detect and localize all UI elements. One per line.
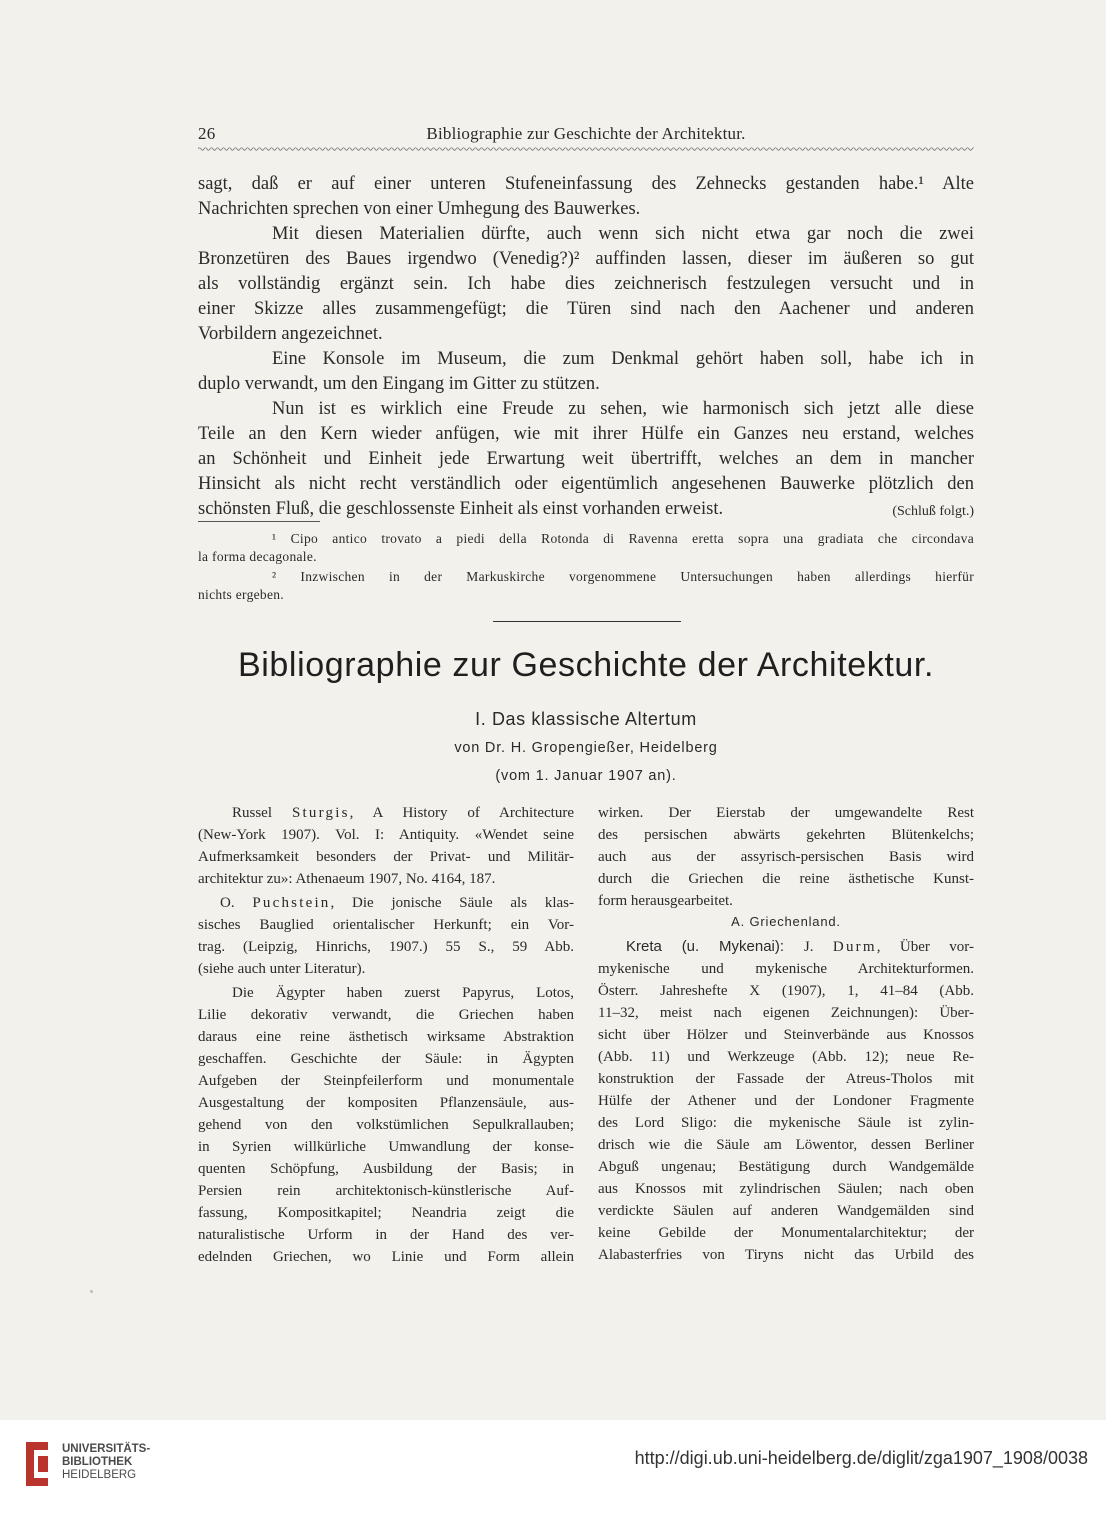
left-column-line-12: geschaffen. Geschichte der Säule: in Ägypten — [198, 1051, 574, 1067]
region-label: Kreta (u. Mykenai): — [626, 938, 804, 955]
left-column-line-15: gehend von den volkstümlichen Sepulkrallauben; — [198, 1117, 574, 1133]
author-name: Durm — [832, 939, 877, 955]
body-line-10: Nun ist es wirklich eine Freude zu sehen, wie harmonisch sich jetzt alle diese — [272, 399, 974, 419]
text-run: , Die jonische Säule als klas- — [330, 895, 574, 911]
body-line-11: Teile an den Kern wieder anfügen, wie mit ihrer Hülfe ein Ganzes neu erstand, welches — [198, 424, 974, 444]
body-line-3: Mit diesen Materialien dürfte, auch wenn sich nicht etwa gar noch die zwei — [272, 224, 974, 244]
left-column-line-9: Die Ägypter haben zuerst Papyrus, Lotos, — [232, 985, 574, 1001]
bibliography-date-range: (vom 1. Januar 1907 an). — [495, 768, 677, 784]
left-column-line-5 — [198, 892, 574, 914]
left-column-line-14: Ausgestaltung der kompositen Pflanzensäule, aus- — [198, 1095, 574, 1111]
left-column-line-3: Aufmerksamkeit besonders der Privat- und Militär- — [198, 849, 574, 865]
left-column-line-4: architektur zu»: Athenaeum 1907, No. 4164, 187. — [198, 871, 496, 887]
right-column-line-10: sicht über Hölzer und Steinverbände aus Knossos — [598, 1027, 974, 1043]
right-column-line-16: Abguß ungenau; Bestätigung durch Wandgemälde — [598, 1159, 974, 1175]
text-run: J. — [803, 939, 833, 955]
right-column-line-5: form herausgearbeitet. — [598, 893, 733, 909]
body-line-4: Bronzetüren des Baues irgendwo (Venedig?)² auffinden lassen, dieser im äußeren so gut — [198, 249, 974, 269]
right-column-line-19: keine Gebilde der Monumentalarchitektur; der — [598, 1225, 974, 1241]
source-url-link[interactable]: http://digi.ub.uni-heidelberg.de/diglit/zga1907_1908/0038 — [634, 1448, 1088, 1468]
text-run: O. — [220, 895, 253, 911]
right-column-line-2: des persischen abwärts gekehrten Blütenkelchs; — [598, 827, 974, 843]
bibliography-subtitle: I. Das klassische Altertum — [475, 709, 697, 729]
bibliography-title: Bibliographie zur Geschichte der Architektur. — [237, 646, 934, 684]
continuation-note: (Schluß folgt.) — [892, 504, 974, 519]
left-column-line-20: naturalistische Urform in der Hand des ver- — [198, 1227, 574, 1243]
left-column-line-1 — [198, 802, 574, 824]
library-name-line-1: UNIVERSITÄTS- — [62, 1443, 151, 1455]
paper-speck — [90, 1290, 93, 1293]
library-name — [62, 1443, 150, 1482]
right-column-line-13: Hülfe der Athener und der Londoner Fragmente — [598, 1093, 974, 1109]
right-column-line-7: mykenische und mykenische Architekturformen. — [598, 961, 974, 977]
left-column-line-13: Aufgeben der Steinpfeilerform und monumentale — [198, 1073, 574, 1089]
right-column-line-8: Österr. Jahreshefte X (1907), 1, 41–84 (Abb. — [598, 983, 974, 999]
right-column-line-12: konstruktion der Fassade der Atreus-Tholos mit — [598, 1071, 974, 1087]
body-line-1: sagt, daß er auf einer unteren Stufeneinfassung des Zehnecks gestanden habe.¹ Alte — [198, 174, 974, 194]
left-column-line-6: sisches Bauglied orientalischer Herkunft; ein Vor- — [198, 917, 574, 933]
left-column-line-17: quenten Schöpfung, Ausbildung der Basis; in — [198, 1161, 574, 1177]
left-column-line-11: daraus eine reine ästhetisch wirksame Abstraktion — [198, 1029, 574, 1045]
right-column-line-3: auch aus der assyrisch-persischen Basis wird — [598, 849, 974, 865]
footnote-2-line-2: nichts ergeben. — [198, 587, 284, 602]
bibliography-author: von Dr. H. Gropengießer, Heidelberg — [454, 740, 718, 756]
library-name-line-2: BIBLIOTHEK — [62, 1456, 133, 1468]
left-column-line-10: Lilie dekorativ verwandt, die Griechen haben — [198, 1007, 574, 1023]
body-line-8: Eine Konsole im Museum, die zum Denkmal gehört haben soll, habe ich in — [272, 349, 974, 369]
left-column-line-8: (siehe auch unter Literatur). — [198, 961, 366, 977]
body-line-9: duplo verwandt, um den Eingang im Gitter zu stützen. — [198, 374, 600, 394]
page-number: 26 — [198, 124, 216, 143]
right-column-line-18: verdickte Säulen auf anderen Wandgemälden sind — [598, 1203, 974, 1219]
wavy-header-rule — [198, 146, 974, 152]
right-column-line-6 — [598, 936, 974, 958]
body-line-14-text: schönsten Fluß, die geschlossenste Einheit als einst vorhanden erweist. — [198, 499, 724, 519]
right-column-line-17: aus Knossos mit zylindrischen Säulen; nach oben — [598, 1181, 974, 1197]
footnote-rule — [198, 521, 320, 522]
text-run: Russel — [232, 805, 292, 821]
footnote-2-line-1: ² Inzwischen in der Markuskirche vorgenommene Untersuchungen haben allerdings hierfür — [272, 569, 974, 584]
running-head — [198, 124, 974, 148]
left-column-line-7: trag. (Leipzig, Hinrichs, 1907.) 55 S., 59 Abb. — [198, 939, 574, 955]
author-name: Sturgis — [291, 805, 350, 821]
left-column-line-2: (New-York 1907). Vol. I: Antiquity. «Wendet seine — [198, 827, 574, 843]
body-line-7: Vorbildern angezeichnet. — [198, 324, 383, 344]
right-column-line-14: des Lord Sligo: die mykenische Säule ist zylin- — [598, 1115, 974, 1131]
right-column-line-20: Alabasterfries von Tiryns nicht das Urbild des — [598, 1247, 974, 1263]
left-column-line-16: in Syrien willkürliche Umwandlung der konse- — [198, 1139, 574, 1155]
running-head-title: Bibliographie zur Geschichte der Architektur. — [426, 124, 746, 143]
body-line-12: an Schönheit und Einheit jede Erwartung weit übertrifft, welches an dem in mancher — [198, 449, 974, 469]
right-column-line-15: drisch wie die Säule am Löwentor, dessen Berliner — [598, 1137, 974, 1153]
body-line-14 — [198, 497, 974, 522]
right-column-line-11: (Abb. 11) und Werkzeuge (Abb. 12); neue Re- — [598, 1049, 974, 1065]
left-column-line-18: Persien rein architektonisch-künstlerische Auf- — [198, 1183, 574, 1199]
body-line-2: Nachrichten sprechen von einer Umhegung des Bauwerkes. — [198, 199, 641, 219]
body-line-6: einer Skizze alles zusammengefügt; die Türen sind nach den Aachener und anderen — [198, 299, 974, 319]
body-line-13: Hinsicht als nicht recht verständlich oder eigentümlich angesehenen Bauwerke plötzlich den — [198, 474, 974, 494]
author-name: Puchstein — [252, 895, 331, 911]
right-column-line-9: 11–32, meist nach eigenen Zeichnungen): Über- — [598, 1005, 974, 1021]
text-run: , A History of Architecture — [349, 805, 574, 821]
section-divider — [493, 621, 681, 622]
library-logo-icon — [22, 1440, 52, 1488]
text-run: , Über vor- — [876, 939, 974, 955]
left-column-line-21: edelnden Griechen, wo Linie und Form allein — [198, 1249, 574, 1265]
right-column-line-4: durch die Griechen die reine ästhetische Kunst- — [598, 871, 974, 887]
body-line-5: als vollständig ergänzt sein. Ich habe dies zeichnerisch festzulegen versucht und in — [198, 274, 974, 294]
left-column-line-19: fassung, Kompositkapitel; Neandria zeigt die — [198, 1205, 574, 1221]
right-column-line-1: wirken. Der Eierstab der umgewandelte Rest — [598, 805, 974, 821]
subsection-heading: A. Griechenland. — [731, 914, 841, 929]
footnote-1-line-2: la forma decagonale. — [198, 549, 317, 564]
footnote-1-line-1: ¹ Cipo antico trovato a piedi della Rotonda di Ravenna eretta sopra una gradiata che circondava — [272, 531, 974, 546]
library-name-line-3: HEIDELBERG — [62, 1469, 137, 1481]
